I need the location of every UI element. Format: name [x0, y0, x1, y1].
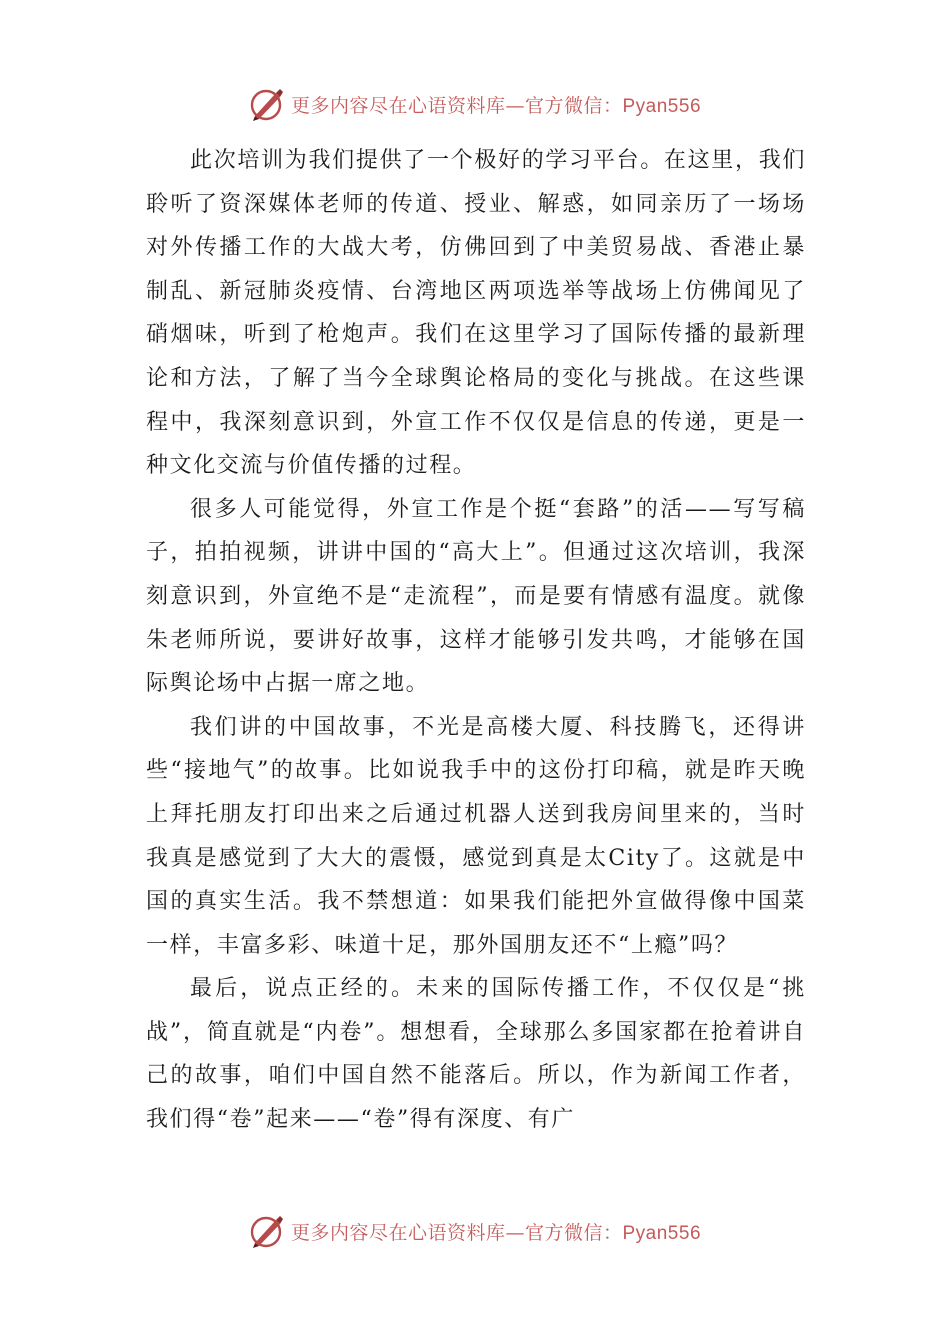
paragraph-3: 我们讲的中国故事，不光是高楼大厦、科技腾飞，还得讲些“接地气”的故事。比如说我手中的这份打印稿，就是昨天晚上拜托朋友打印出来之后通过机器人送到我房间里来的，当时我真是感觉到了大大的震慑，感觉到真是太City了。这就是中国的真实生活。我不禁想道：如果我们能把外宣做得像中国菜一样，丰富多彩、味道十足，那外国朋友还不“上瘾”吗？	[146, 714, 806, 958]
paragraph-2: 很多人可能觉得，外宣工作是个挺“套路”的活——写写稿子，拍拍视频，讲讲中国的“高大上”。但通过这次培训，我深刻意识到，外宣绝不是“走流程”，而是要有情感有温度。就像朱老师所说，要讲好故事，这样才能够引发共鸣，才能够在国际舆论场中占据一席之地。	[146, 496, 806, 697]
document-body	[146, 139, 806, 1142]
paragraph-4: 最后，说点正经的。未来的国际传播工作，不仅仅是“挑战”，简直就是“内卷”。想想看，全球那么多国家都在抢着讲自己的故事，咱们中国自然不能落后。所以，作为新闻工作者，我们得“卷”起来——“卷”得有深度、有广	[146, 976, 806, 1133]
paragraph-1: 此次培训为我们提供了一个极好的学习平台。在这里，我们聆听了资深媒体老师的传道、授业、解惑，如同亲历了一场场对外传播工作的大战大考，仿佛回到了中美贸易战、香港止暴制乱、新冠肺炎疫情、台湾地区两项选举等战场上仿佛闻见了硝烟味，听到了枪炮声。我们在这里学习了国际传播的最新理论和方法，了解了当今全球舆论格局的变化与挑战。在这些课程中，我深刻意识到，外宣工作不仅仅是信息的传递，更是一种文化交流与价值传播的过程。	[146, 148, 806, 479]
pen-circle-icon	[249, 86, 285, 122]
header-banner-text: 更多内容尽在心语资料库—官方微信：Pyan556	[290, 94, 702, 117]
header-banner	[0, 84, 950, 124]
wechat-id: Pyan556	[622, 1222, 702, 1244]
wechat-id: Pyan556	[622, 95, 702, 117]
footer-banner	[0, 1211, 950, 1251]
pen-circle-icon	[249, 1213, 285, 1249]
footer-banner-text: 更多内容尽在心语资料库—官方微信：Pyan556	[290, 1221, 702, 1244]
